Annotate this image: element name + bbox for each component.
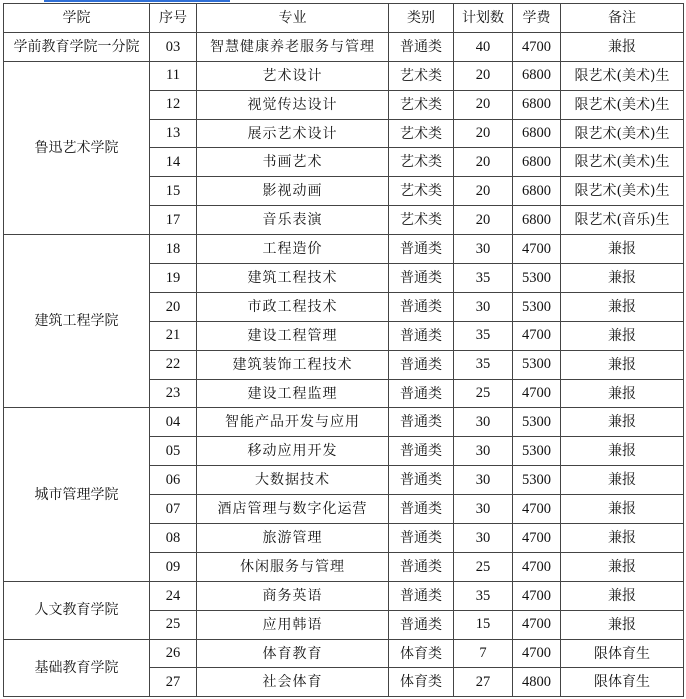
number-cell: 23: [150, 379, 197, 408]
fee-cell: 5300: [513, 466, 561, 495]
major-cell: 影视动画: [197, 177, 389, 206]
fee-cell: 4700: [513, 524, 561, 553]
number-cell: 24: [150, 581, 197, 610]
table-row: [4, 61, 684, 90]
fee-cell: 4700: [513, 321, 561, 350]
number-cell: 17: [150, 206, 197, 235]
fee-cell: 4700: [513, 581, 561, 610]
number-cell: 21: [150, 321, 197, 350]
note-cell: 限艺术(美术)生: [561, 119, 684, 148]
plan-cell: 20: [454, 90, 513, 119]
note-cell: 兼报: [561, 552, 684, 581]
fee-cell: 4700: [513, 235, 561, 264]
plan-cell: 20: [454, 61, 513, 90]
plan-cell: 30: [454, 437, 513, 466]
major-cell: 建设工程管理: [197, 321, 389, 350]
major-cell: 市政工程技术: [197, 292, 389, 321]
plan-cell: 40: [454, 32, 513, 61]
header-number: 序号: [150, 4, 197, 33]
header-plan: 计划数: [454, 4, 513, 33]
note-cell: 限艺术(美术)生: [561, 148, 684, 177]
note-cell: 限艺术(美术)生: [561, 61, 684, 90]
header-type: 类别: [389, 4, 454, 33]
type-cell: 普通类: [389, 321, 454, 350]
number-cell: 07: [150, 495, 197, 524]
fee-cell: 5300: [513, 292, 561, 321]
note-cell: 兼报: [561, 524, 684, 553]
note-cell: 兼报: [561, 437, 684, 466]
type-cell: 普通类: [389, 292, 454, 321]
fee-cell: 5300: [513, 437, 561, 466]
type-cell: 艺术类: [389, 90, 454, 119]
number-cell: 14: [150, 148, 197, 177]
header-note: 备注: [561, 4, 684, 33]
note-cell: 兼报: [561, 610, 684, 639]
note-cell: 兼报: [561, 581, 684, 610]
type-cell: 普通类: [389, 235, 454, 264]
number-cell: 05: [150, 437, 197, 466]
number-cell: 08: [150, 524, 197, 553]
fee-cell: 6800: [513, 90, 561, 119]
number-cell: 04: [150, 408, 197, 437]
note-cell: 兼报: [561, 292, 684, 321]
major-cell: 展示艺术设计: [197, 119, 389, 148]
major-cell: 大数据技术: [197, 466, 389, 495]
type-cell: 普通类: [389, 466, 454, 495]
header-college: 学院: [4, 4, 150, 33]
note-cell: 限艺术(美术)生: [561, 90, 684, 119]
major-cell: 商务英语: [197, 581, 389, 610]
type-cell: 普通类: [389, 437, 454, 466]
number-cell: 13: [150, 119, 197, 148]
major-cell: 书画艺术: [197, 148, 389, 177]
note-cell: 兼报: [561, 379, 684, 408]
major-cell: 旅游管理: [197, 524, 389, 553]
note-cell: 限艺术(美术)生: [561, 177, 684, 206]
major-cell: 视觉传达设计: [197, 90, 389, 119]
major-cell: 应用韩语: [197, 610, 389, 639]
type-cell: 普通类: [389, 350, 454, 379]
college-cell: 鲁迅艺术学院: [4, 61, 150, 234]
fee-cell: 4700: [513, 379, 561, 408]
note-cell: 兼报: [561, 264, 684, 293]
major-cell: 建筑工程技术: [197, 264, 389, 293]
number-cell: 20: [150, 292, 197, 321]
note-cell: 限体育生: [561, 668, 684, 697]
plan-cell: 20: [454, 148, 513, 177]
number-cell: 26: [150, 639, 197, 668]
major-cell: 艺术设计: [197, 61, 389, 90]
number-cell: 06: [150, 466, 197, 495]
college-cell: 学前教育学院一分院: [4, 32, 150, 61]
fee-cell: 6800: [513, 119, 561, 148]
number-cell: 12: [150, 90, 197, 119]
type-cell: 普通类: [389, 610, 454, 639]
plan-cell: 30: [454, 495, 513, 524]
major-cell: 建筑装饰工程技术: [197, 350, 389, 379]
plan-cell: 15: [454, 610, 513, 639]
note-cell: 兼报: [561, 495, 684, 524]
plan-cell: 30: [454, 292, 513, 321]
type-cell: 艺术类: [389, 61, 454, 90]
type-cell: 普通类: [389, 524, 454, 553]
fee-cell: 4700: [513, 639, 561, 668]
plan-cell: 30: [454, 235, 513, 264]
fee-cell: 5300: [513, 350, 561, 379]
type-cell: 艺术类: [389, 148, 454, 177]
college-cell: 建筑工程学院: [4, 235, 150, 408]
top-accent-bar: [44, 0, 230, 2]
plan-cell: 20: [454, 206, 513, 235]
plan-cell: 35: [454, 581, 513, 610]
fee-cell: 4700: [513, 495, 561, 524]
type-cell: 普通类: [389, 581, 454, 610]
number-cell: 19: [150, 264, 197, 293]
plan-cell: 27: [454, 668, 513, 697]
plan-cell: 35: [454, 321, 513, 350]
major-cell: 移动应用开发: [197, 437, 389, 466]
note-cell: 兼报: [561, 235, 684, 264]
fee-cell: 6800: [513, 61, 561, 90]
table-row: [4, 581, 684, 610]
college-cell: 人文教育学院: [4, 581, 150, 639]
header-major: 专业: [197, 4, 389, 33]
type-cell: 艺术类: [389, 177, 454, 206]
table-row: [4, 32, 684, 61]
major-cell: 智能产品开发与应用: [197, 408, 389, 437]
number-cell: 11: [150, 61, 197, 90]
plan-cell: 30: [454, 524, 513, 553]
fee-cell: 5300: [513, 408, 561, 437]
fee-cell: 6800: [513, 148, 561, 177]
fee-cell: 6800: [513, 206, 561, 235]
fee-cell: 4700: [513, 552, 561, 581]
type-cell: 体育类: [389, 668, 454, 697]
college-cell: 基础教育学院: [4, 639, 150, 697]
major-cell: 社会体育: [197, 668, 389, 697]
table-body: [4, 32, 684, 696]
major-cell: 音乐表演: [197, 206, 389, 235]
major-cell: 体育教育: [197, 639, 389, 668]
plan-cell: 25: [454, 552, 513, 581]
number-cell: 25: [150, 610, 197, 639]
major-cell: 休闲服务与管理: [197, 552, 389, 581]
plan-cell: 20: [454, 177, 513, 206]
major-cell: 工程造价: [197, 235, 389, 264]
fee-cell: 5300: [513, 264, 561, 293]
type-cell: 艺术类: [389, 119, 454, 148]
major-cell: 酒店管理与数字化运营: [197, 495, 389, 524]
header-fee: 学费: [513, 4, 561, 33]
type-cell: 艺术类: [389, 206, 454, 235]
major-cell: 建设工程监理: [197, 379, 389, 408]
admissions-table: [3, 3, 684, 697]
note-cell: 兼报: [561, 321, 684, 350]
type-cell: 普通类: [389, 495, 454, 524]
number-cell: 18: [150, 235, 197, 264]
number-cell: 22: [150, 350, 197, 379]
header-row: [4, 4, 684, 33]
number-cell: 09: [150, 552, 197, 581]
plan-cell: 30: [454, 466, 513, 495]
note-cell: 限体育生: [561, 639, 684, 668]
major-cell: 智慧健康养老服务与管理: [197, 32, 389, 61]
note-cell: 兼报: [561, 350, 684, 379]
number-cell: 03: [150, 32, 197, 61]
plan-cell: 7: [454, 639, 513, 668]
fee-cell: 4800: [513, 668, 561, 697]
plan-cell: 20: [454, 119, 513, 148]
number-cell: 15: [150, 177, 197, 206]
fee-cell: 6800: [513, 177, 561, 206]
type-cell: 普通类: [389, 379, 454, 408]
plan-cell: 25: [454, 379, 513, 408]
type-cell: 普通类: [389, 408, 454, 437]
note-cell: 兼报: [561, 466, 684, 495]
table-row: [4, 639, 684, 668]
fee-cell: 4700: [513, 32, 561, 61]
table-row: [4, 235, 684, 264]
note-cell: 限艺术(音乐)生: [561, 206, 684, 235]
number-cell: 27: [150, 668, 197, 697]
plan-cell: 35: [454, 350, 513, 379]
type-cell: 普通类: [389, 264, 454, 293]
note-cell: 兼报: [561, 32, 684, 61]
plan-cell: 30: [454, 408, 513, 437]
type-cell: 普通类: [389, 32, 454, 61]
college-cell: 城市管理学院: [4, 408, 150, 581]
plan-cell: 35: [454, 264, 513, 293]
table-row: [4, 408, 684, 437]
type-cell: 体育类: [389, 639, 454, 668]
fee-cell: 4700: [513, 610, 561, 639]
note-cell: 兼报: [561, 408, 684, 437]
type-cell: 普通类: [389, 552, 454, 581]
